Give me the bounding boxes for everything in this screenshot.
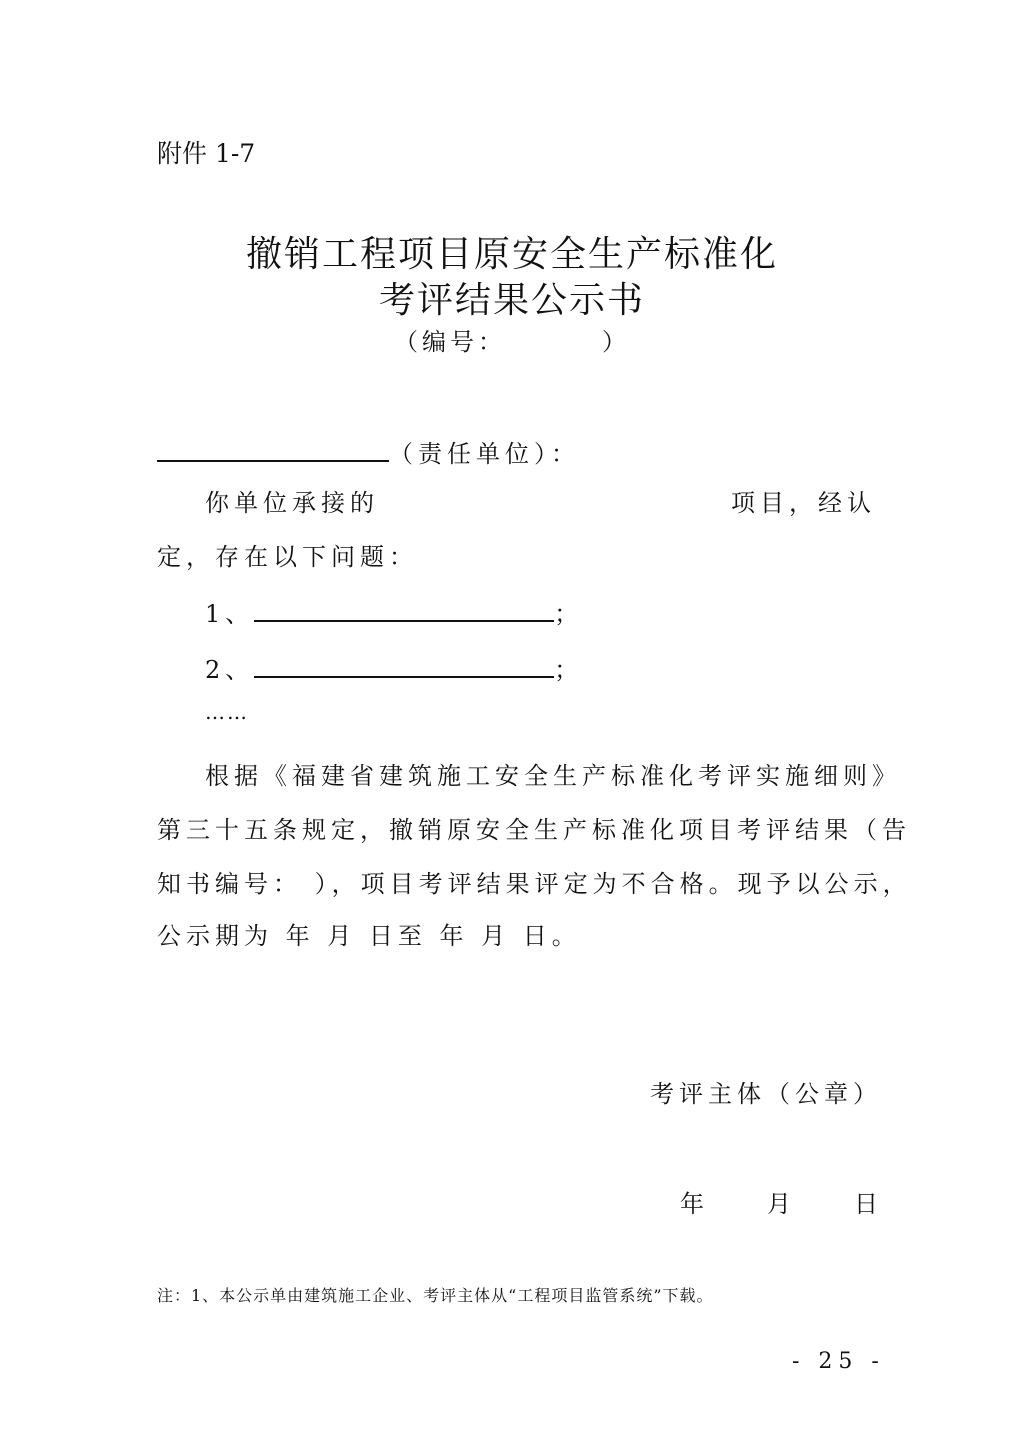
problem-number: 1、 bbox=[205, 600, 255, 628]
footnote: 注：1、本公示单由建筑施工企业、考评主体从“工程项目监管系统”下载。 bbox=[157, 1286, 714, 1305]
date-month: 月 bbox=[767, 1190, 796, 1218]
paragraph2-line-4: 公示期为 年 月 日至 年 月 日。 bbox=[157, 922, 581, 950]
date-day: 日 bbox=[854, 1190, 883, 1218]
page-number: - 25 - bbox=[792, 1349, 885, 1374]
problem-end-mark: ； bbox=[554, 600, 584, 628]
date-year: 年 bbox=[680, 1190, 709, 1218]
paragraph2-line-3: 知书编号： ），项目考评结果评定为不合格。现予以公示， bbox=[157, 870, 912, 898]
responsible-unit-blank bbox=[157, 434, 389, 462]
code-open-label: （编号： bbox=[394, 328, 506, 356]
problem-item-2 bbox=[205, 650, 583, 685]
paragraph1-end: 项目，经认 bbox=[731, 489, 876, 517]
responsible-unit-line bbox=[157, 434, 580, 469]
paragraph1-continuation: 定，存在以下问题： bbox=[157, 543, 418, 571]
ellipsis: …… bbox=[205, 700, 249, 724]
paragraph1-start: 你单位承接的 bbox=[205, 489, 379, 517]
responsible-unit-suffix: （责任单位）： bbox=[389, 440, 580, 468]
code-close-label: ） bbox=[602, 328, 630, 356]
paragraph2-line-1: 根据《福建省建筑施工安全生产标准化考评实施细则》 bbox=[205, 762, 901, 790]
attachment-label: 附件 1-7 bbox=[157, 139, 256, 168]
document-code bbox=[0, 322, 1024, 357]
paragraph2-line-2: 第三十五条规定，撤销原安全生产标准化项目考评结果（告 bbox=[157, 816, 911, 844]
document-title-line-2: 考评结果公示书 bbox=[378, 280, 645, 321]
problem-item-1 bbox=[205, 594, 583, 629]
problem-end-mark: ； bbox=[554, 656, 584, 684]
issuer-seal-label: 考评主体（公章） bbox=[650, 1080, 882, 1108]
problem-blank bbox=[254, 650, 554, 678]
problem-number: 2、 bbox=[205, 656, 255, 684]
document-title-line-1: 撤销工程项目原安全生产标准化 bbox=[245, 234, 778, 275]
problem-blank bbox=[254, 594, 554, 622]
signature-date bbox=[680, 1184, 883, 1219]
